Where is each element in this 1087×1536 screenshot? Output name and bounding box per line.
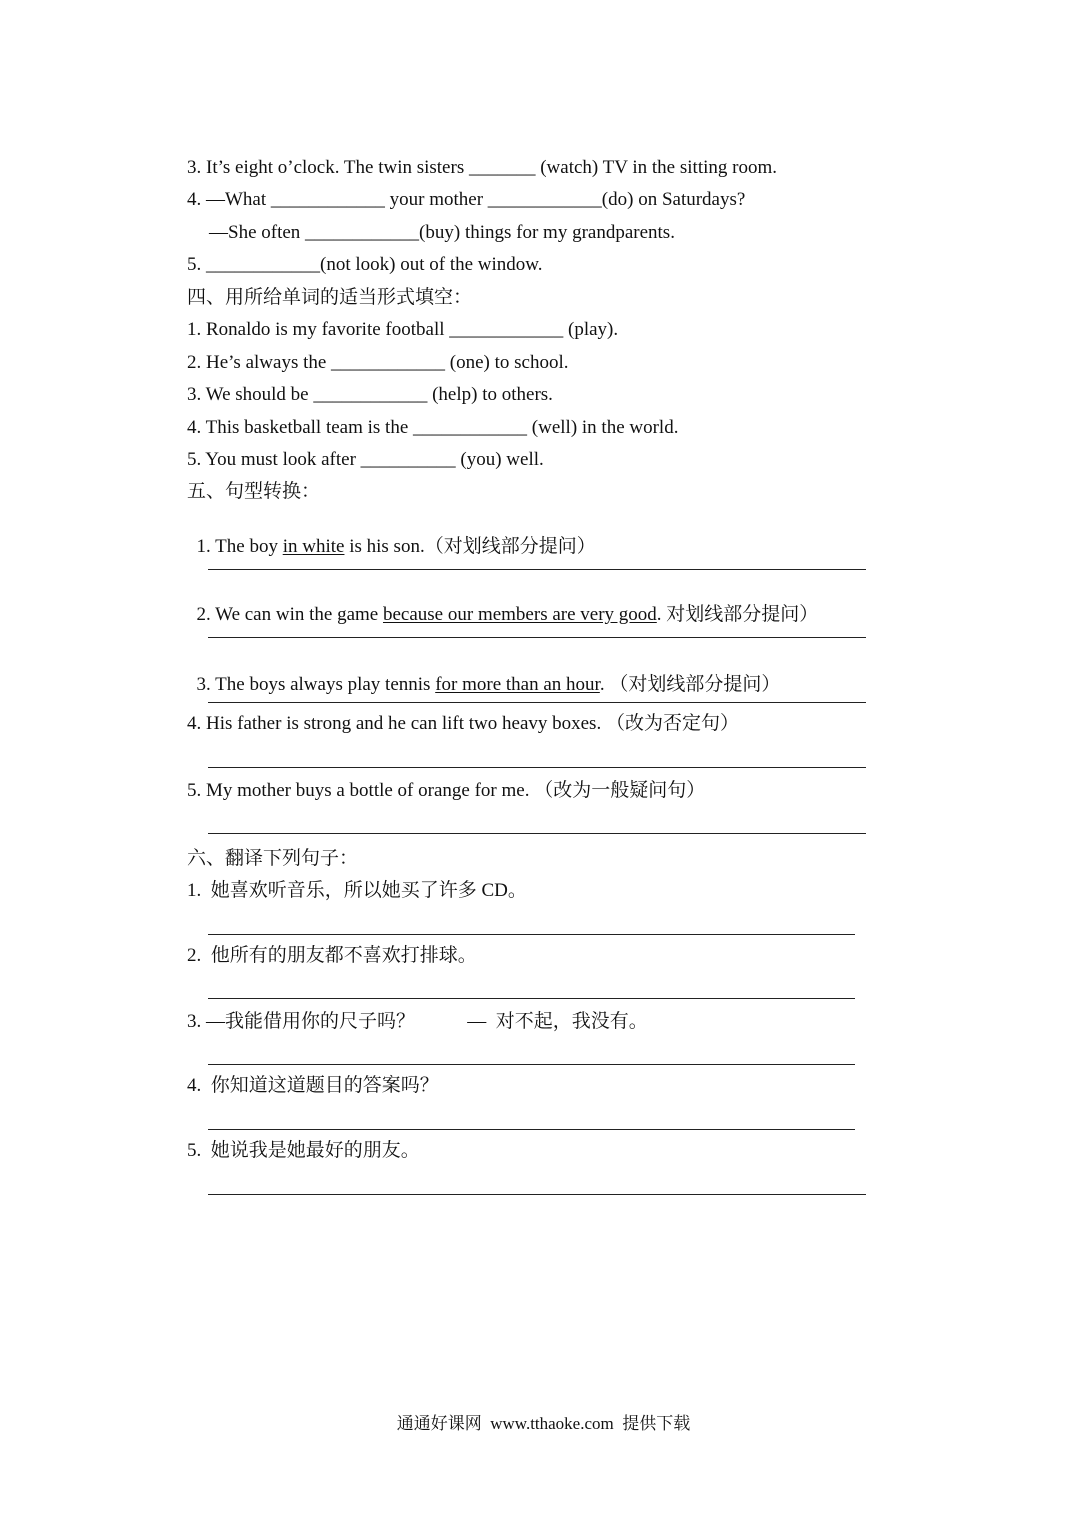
section-heading: 五、句型转换： <box>187 481 321 502</box>
exercise-line: 3. We should be ____________ (help) to others. <box>187 384 553 405</box>
answer-line <box>208 637 866 638</box>
exercise-line: —She often ____________(buy) things for my grandparents. <box>209 222 675 243</box>
exercise-line: 2. He’s always the ____________ (one) to school. <box>187 352 569 373</box>
answer-line <box>208 767 866 768</box>
exercise-line <box>187 649 780 697</box>
section-heading: 四、用所给单词的适当形式填空： <box>187 287 473 308</box>
exercise-text: 3. The boys always play tennis <box>196 674 436 695</box>
exercise-line: 5. My mother buys a bottle of orange for me. （改为一般疑问句） <box>187 780 706 801</box>
exercise-line: 3. It’s eight o’clock. The twin sisters _______ (watch) TV in the sitting room. <box>187 157 777 178</box>
answer-line <box>208 1129 855 1130</box>
exercise-line <box>187 579 818 627</box>
exercise-line <box>187 511 596 559</box>
exercise-line: 4. —What ____________ your mother ____________(do) on Saturdays? <box>187 189 746 210</box>
exercise-line: 1. Ronaldo is my favorite football ____________ (play). <box>187 319 619 340</box>
underlined-phrase: because our members are very good <box>382 604 657 625</box>
answer-line <box>208 1194 866 1195</box>
exercise-line: 2. 他所有的朋友都不喜欢打排球。 <box>187 945 477 966</box>
exercise-text: . 对划线部分提问） <box>656 604 819 625</box>
page-footer: 通通好课网 www.tthaoke.com 提供下载 <box>396 1414 691 1433</box>
answer-line <box>208 569 866 570</box>
exercise-text: . （对划线部分提问） <box>599 674 781 695</box>
exercise-text: 2. We can win the game <box>196 604 383 625</box>
exercise-text: 1. The boy <box>196 536 283 557</box>
answer-line <box>208 1064 855 1065</box>
answer-line <box>208 833 866 834</box>
exercise-line: 3. —我能借用你的尺子吗？ — 对不起，我没有。 <box>187 1011 648 1032</box>
section-heading: 六、翻译下列句子： <box>187 848 359 869</box>
answer-line <box>208 702 866 703</box>
underlined-phrase: in white <box>282 536 345 557</box>
underlined-phrase: for more than an hour <box>435 674 600 695</box>
exercise-line: 5. 她说我是她最好的朋友。 <box>187 1140 420 1161</box>
answer-line <box>208 934 855 935</box>
exercise-line: 4. His father is strong and he can lift two heavy boxes. （改为否定句） <box>187 713 739 734</box>
answer-line <box>208 998 855 999</box>
exercise-line: 5. You must look after __________ (you) well. <box>187 449 544 470</box>
exercise-line: 1. 她喜欢听音乐，所以她买了许多 CD。 <box>187 880 527 901</box>
exercise-text: is his son.（对划线部分提问） <box>344 536 596 557</box>
exercise-line: 5. ____________(not look) out of the window. <box>187 254 543 275</box>
exercise-line: 4. This basketball team is the ____________ (well) in the world. <box>187 417 679 438</box>
exercise-line: 4. 你知道这道题目的答案吗？ <box>187 1075 439 1096</box>
